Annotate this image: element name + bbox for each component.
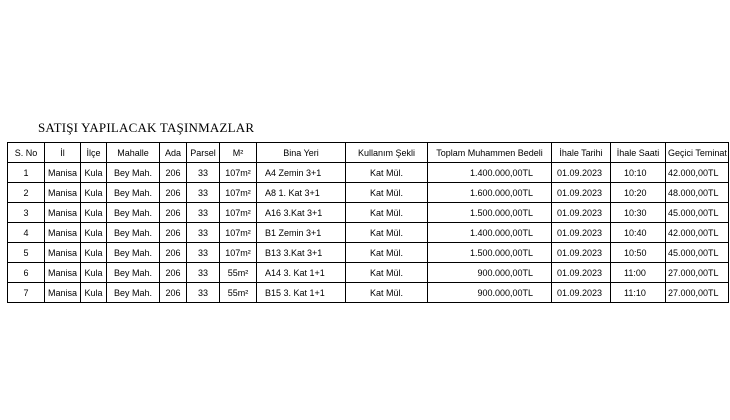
- table-row: [8, 203, 729, 223]
- auction-time-cell: 11:00: [611, 263, 666, 283]
- neighborhood-cell: Bey Mah.: [107, 263, 160, 283]
- column-header: İhale Saati: [611, 143, 666, 163]
- table-row: [8, 183, 729, 203]
- parcel-cell: 33: [187, 283, 220, 303]
- auction-date-cell: 01.09.2023: [552, 283, 611, 303]
- column-header: Kullanım Şekli: [346, 143, 428, 163]
- auction-date-cell: 01.09.2023: [552, 203, 611, 223]
- deposit-cell: 42.000,00TL: [666, 223, 729, 243]
- city-cell: Manisa: [45, 163, 81, 183]
- auction-time-cell: 10:40: [611, 223, 666, 243]
- city-cell: Manisa: [45, 223, 81, 243]
- area-cell: 107m²: [220, 223, 257, 243]
- column-header: S. No: [8, 143, 45, 163]
- area-cell: 107m²: [220, 163, 257, 183]
- area-cell: 55m²: [220, 283, 257, 303]
- district-cell: Kula: [81, 203, 107, 223]
- column-header: İlçe: [81, 143, 107, 163]
- row-number: 3: [8, 203, 45, 223]
- building-location-cell: B13 3.Kat 3+1: [257, 243, 346, 263]
- city-cell: Manisa: [45, 243, 81, 263]
- parcel-cell: 33: [187, 183, 220, 203]
- row-number: 6: [8, 263, 45, 283]
- usage-type-cell: Kat Mül.: [346, 163, 428, 183]
- table-header-row: [8, 143, 729, 163]
- table-row: [8, 263, 729, 283]
- building-location-cell: B15 3. Kat 1+1: [257, 283, 346, 303]
- district-cell: Kula: [81, 183, 107, 203]
- estimated-value-cell: 1.500.000,00TL: [428, 243, 552, 263]
- usage-type-cell: Kat Mül.: [346, 183, 428, 203]
- table-row: [8, 243, 729, 263]
- row-number: 1: [8, 163, 45, 183]
- block-cell: 206: [160, 203, 187, 223]
- auction-date-cell: 01.09.2023: [552, 183, 611, 203]
- column-header: Toplam Muhammen Bedeli: [428, 143, 552, 163]
- auction-date-cell: 01.09.2023: [552, 243, 611, 263]
- usage-type-cell: Kat Mül.: [346, 243, 428, 263]
- deposit-cell: 27.000,00TL: [666, 263, 729, 283]
- deposit-cell: 27.000,00TL: [666, 283, 729, 303]
- column-header: M²: [220, 143, 257, 163]
- auction-date-cell: 01.09.2023: [552, 223, 611, 243]
- auction-time-cell: 10:20: [611, 183, 666, 203]
- block-cell: 206: [160, 163, 187, 183]
- auction-date-cell: 01.09.2023: [552, 263, 611, 283]
- row-number: 2: [8, 183, 45, 203]
- property-sale-table: [7, 142, 729, 303]
- column-header: Geçici Teminat: [666, 143, 729, 163]
- district-cell: Kula: [81, 163, 107, 183]
- district-cell: Kula: [81, 243, 107, 263]
- building-location-cell: A16 3.Kat 3+1: [257, 203, 346, 223]
- auction-time-cell: 10:30: [611, 203, 666, 223]
- area-cell: 107m²: [220, 203, 257, 223]
- usage-type-cell: Kat Mül.: [346, 263, 428, 283]
- row-number: 5: [8, 243, 45, 263]
- usage-type-cell: Kat Mül.: [346, 223, 428, 243]
- parcel-cell: 33: [187, 163, 220, 183]
- area-cell: 55m²: [220, 263, 257, 283]
- auction-date-cell: 01.09.2023: [552, 163, 611, 183]
- table-row: [8, 223, 729, 243]
- auction-time-cell: 10:50: [611, 243, 666, 263]
- table-row: [8, 283, 729, 303]
- parcel-cell: 33: [187, 263, 220, 283]
- building-location-cell: B1 Zemin 3+1: [257, 223, 346, 243]
- city-cell: Manisa: [45, 203, 81, 223]
- district-cell: Kula: [81, 283, 107, 303]
- building-location-cell: A8 1. Kat 3+1: [257, 183, 346, 203]
- neighborhood-cell: Bey Mah.: [107, 203, 160, 223]
- block-cell: 206: [160, 263, 187, 283]
- building-location-cell: A4 Zemin 3+1: [257, 163, 346, 183]
- area-cell: 107m²: [220, 183, 257, 203]
- parcel-cell: 33: [187, 203, 220, 223]
- column-header: İhale Tarihi: [552, 143, 611, 163]
- column-header: Bina Yeri: [257, 143, 346, 163]
- column-header: Parsel: [187, 143, 220, 163]
- neighborhood-cell: Bey Mah.: [107, 243, 160, 263]
- block-cell: 206: [160, 183, 187, 203]
- auction-time-cell: 11:10: [611, 283, 666, 303]
- column-header: İl: [45, 143, 81, 163]
- estimated-value-cell: 900.000,00TL: [428, 263, 552, 283]
- city-cell: Manisa: [45, 263, 81, 283]
- city-cell: Manisa: [45, 283, 81, 303]
- deposit-cell: 42.000,00TL: [666, 163, 729, 183]
- district-cell: Kula: [81, 263, 107, 283]
- usage-type-cell: Kat Mül.: [346, 203, 428, 223]
- area-cell: 107m²: [220, 243, 257, 263]
- district-cell: Kula: [81, 223, 107, 243]
- row-number: 7: [8, 283, 45, 303]
- building-location-cell: A14 3. Kat 1+1: [257, 263, 346, 283]
- deposit-cell: 45.000,00TL: [666, 243, 729, 263]
- usage-type-cell: Kat Mül.: [346, 283, 428, 303]
- estimated-value-cell: 900.000,00TL: [428, 283, 552, 303]
- page-title: SATIŞI YAPILACAK TAŞINMAZLAR: [38, 120, 255, 135]
- parcel-cell: 33: [187, 223, 220, 243]
- estimated-value-cell: 1.400.000,00TL: [428, 163, 552, 183]
- estimated-value-cell: 1.600.000,00TL: [428, 183, 552, 203]
- neighborhood-cell: Bey Mah.: [107, 283, 160, 303]
- neighborhood-cell: Bey Mah.: [107, 223, 160, 243]
- block-cell: 206: [160, 223, 187, 243]
- deposit-cell: 48.000,00TL: [666, 183, 729, 203]
- block-cell: 206: [160, 283, 187, 303]
- block-cell: 206: [160, 243, 187, 263]
- table-row: [8, 163, 729, 183]
- estimated-value-cell: 1.500.000,00TL: [428, 203, 552, 223]
- neighborhood-cell: Bey Mah.: [107, 163, 160, 183]
- auction-time-cell: 10:10: [611, 163, 666, 183]
- column-header: Mahalle: [107, 143, 160, 163]
- parcel-cell: 33: [187, 243, 220, 263]
- city-cell: Manisa: [45, 183, 81, 203]
- deposit-cell: 45.000,00TL: [666, 203, 729, 223]
- estimated-value-cell: 1.400.000,00TL: [428, 223, 552, 243]
- row-number: 4: [8, 223, 45, 243]
- column-header: Ada: [160, 143, 187, 163]
- neighborhood-cell: Bey Mah.: [107, 183, 160, 203]
